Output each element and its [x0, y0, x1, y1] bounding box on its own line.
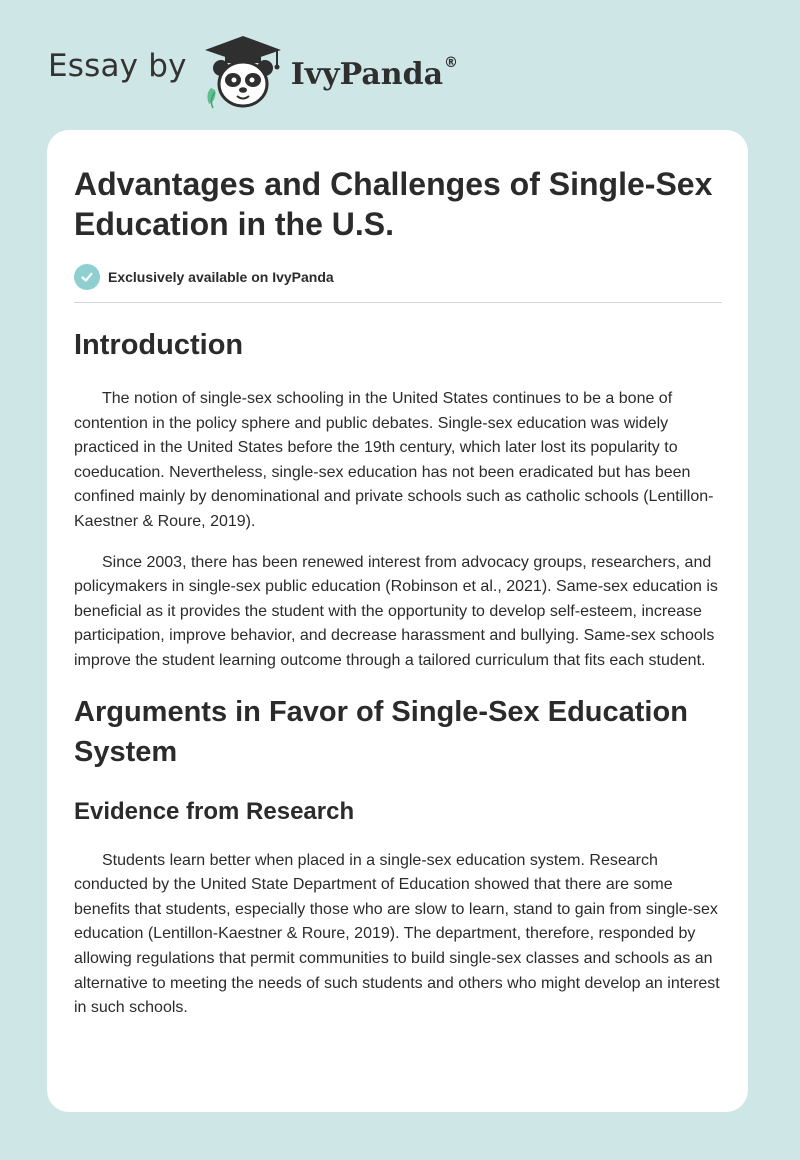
- title-divider: [74, 302, 722, 303]
- evidence-heading: Evidence from Research: [74, 797, 355, 825]
- exclusive-label: Exclusively available on IvyPanda: [108, 269, 334, 285]
- panda-graduate-logo-icon[interactable]: [201, 30, 285, 110]
- essay-by-label: Essay by: [48, 48, 187, 84]
- brand-name-text: IvyPanda: [290, 56, 444, 92]
- arguments-heading: Arguments in Favor of Single-Sex Education System: [74, 695, 688, 768]
- check-circle-icon: [74, 264, 100, 290]
- exclusive-badge-row: [74, 264, 721, 290]
- introduction-heading: Introduction: [74, 329, 244, 361]
- registered-mark: ®: [444, 54, 459, 71]
- site-header: [48, 30, 458, 110]
- evidence-paragraph-1: Students learn better when placed in a single-sex education system. Research conducted by the United State Department of Education showed that there are some benefits that students, especially those who are slow to learn, stand to gain from single-sex education (Lentillon-Kaestner & Roure, 2019). The department, therefore, responded by allowing regulations that permit communities to build single-sex classes and schools as an alternative to meeting the needs of such students and others who might develop an interest in such schools.: [74, 851, 720, 1017]
- essay-card: [47, 130, 748, 1112]
- introduction-paragraph-1: The notion of single-sex schooling in the United States continues to be a bone of contention in the policy sphere and public debates. Single-sex education was widely practiced in the United States before the 19th century, which later lost its popularity to coeducation. Nevertheless, single-sex education has not been eradicated but has been confined mainly by denominational and private schools such as catholic schools (Lentillon-Kaestner & Roure, 2019).: [74, 390, 714, 530]
- ivypanda-brand-name[interactable]: [290, 54, 459, 92]
- essay-title: Advantages and Challenges of Single-Sex Education in the U.S.: [74, 166, 713, 242]
- introduction-paragraph-2: Since 2003, there has been renewed interest from advocacy groups, researchers, and policymakers in single-sex public education (Robinson et al., 2021). Same-sex education is beneficial as it provides the student with the opportunity to develop self-esteem, increase participation, improve behavior, and decrease harassment and bullying. Same-sex schools improve the student learning outcome through a tailored curriculum that fits each student.: [74, 553, 718, 669]
